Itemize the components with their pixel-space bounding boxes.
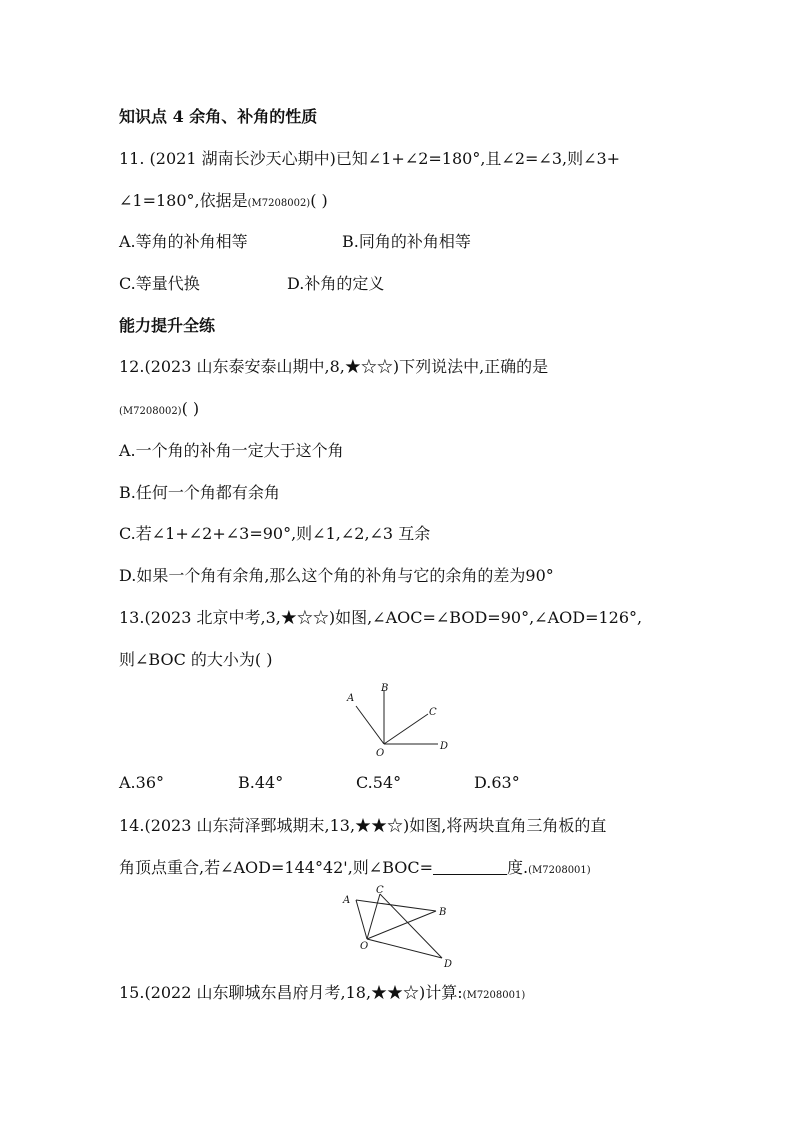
section-heading: 知识点 4 余角、补角的性质: [119, 107, 318, 126]
q11-option-b: B.同角的补角相等: [342, 232, 471, 251]
q12-option-d: D.如果一个角有余角,那么这个角的补角与它的余角的差为90°: [119, 566, 554, 585]
q13-label-b: B: [381, 683, 389, 694]
q13-ray-oc: [384, 714, 428, 744]
q12-answer-paren: ( ): [181, 399, 200, 418]
q11-option-c: C.等量代换: [119, 274, 200, 293]
q15-line1: [119, 982, 525, 1007]
q13-option-d: D.63°: [474, 773, 520, 792]
q13-option-b: B.44°: [238, 773, 284, 792]
q11-line2-text: ∠1=180°,依据是: [119, 191, 248, 210]
q14-label-o: O: [360, 941, 369, 952]
q13-label-a: A: [347, 693, 355, 704]
q14-label-b: B: [439, 907, 447, 918]
q14-seg-cd: [380, 894, 442, 958]
q12-option-c: C.若∠1+∠2+∠3=90°,则∠1,∠2,∠3 互余: [119, 524, 431, 543]
q14-line2-text: 角顶点重合,若∠AOD=144°42',则∠BOC=: [119, 858, 434, 877]
q13-label-c: C: [429, 707, 437, 718]
q14-label-d: D: [444, 959, 453, 970]
q14-line1: 14.(2023 山东菏泽鄄城期末,13,★★☆)如图,将两块直角三角板的直: [119, 816, 607, 835]
q15-code: (M7208001): [462, 990, 526, 1001]
q13-figure: [340, 680, 460, 760]
q14-line2: [119, 857, 591, 882]
q11-option-d: D.补角的定义: [287, 274, 385, 293]
q12-code: (M7208002): [119, 406, 182, 417]
q11-line2: [119, 190, 328, 215]
q12-option-a: A.一个角的补角一定大于这个角: [119, 441, 344, 460]
q13-line1: 13.(2023 北京中考,3,★☆☆)如图,∠AOC=∠BOD=90°,∠AOD=126°,: [119, 608, 643, 627]
q14-answer-blank[interactable]: [433, 858, 507, 875]
q12-line2: [119, 398, 199, 423]
q14-seg-ab: [356, 900, 436, 911]
q12-option-b: B.任何一个角都有余角: [119, 483, 280, 502]
q14-seg-ob: [367, 911, 436, 939]
q13-line2: 则∠BOC 的大小为( ): [119, 650, 273, 669]
q13-option-a: A.36°: [119, 773, 164, 792]
q11-code: (M7208002): [247, 198, 311, 209]
practice-heading: 能力提升全练: [119, 316, 216, 335]
q12-line1: 12.(2023 山东泰安泰山期中,8,★☆☆)下列说法中,正确的是: [119, 357, 549, 376]
q14-label-c: C: [376, 885, 384, 896]
q13-option-c: C.54°: [356, 773, 402, 792]
q11-line1: 11. (2021 湖南长沙天心期中)已知∠1+∠2=180°,且∠2=∠3,则∠3+: [119, 149, 621, 168]
q13-label-d: D: [440, 741, 449, 752]
q14-seg-ao: [356, 900, 367, 939]
q14-seg-od: [367, 939, 442, 958]
q15-line1-text: 15.(2022 山东聊城东昌府月考,18,★★☆)计算:: [119, 983, 463, 1002]
q11-option-a: A.等角的补角相等: [119, 232, 248, 251]
q14-line2-unit: 度.: [507, 858, 529, 877]
q13-label-o: O: [376, 748, 385, 759]
q14-code: (M7208001): [528, 865, 591, 876]
q13-ray-oa: [356, 706, 384, 744]
q14-label-a: A: [343, 895, 351, 906]
q11-answer-paren: ( ): [310, 191, 328, 210]
q14-figure: [336, 884, 460, 972]
q14-seg-oc: [367, 894, 380, 939]
